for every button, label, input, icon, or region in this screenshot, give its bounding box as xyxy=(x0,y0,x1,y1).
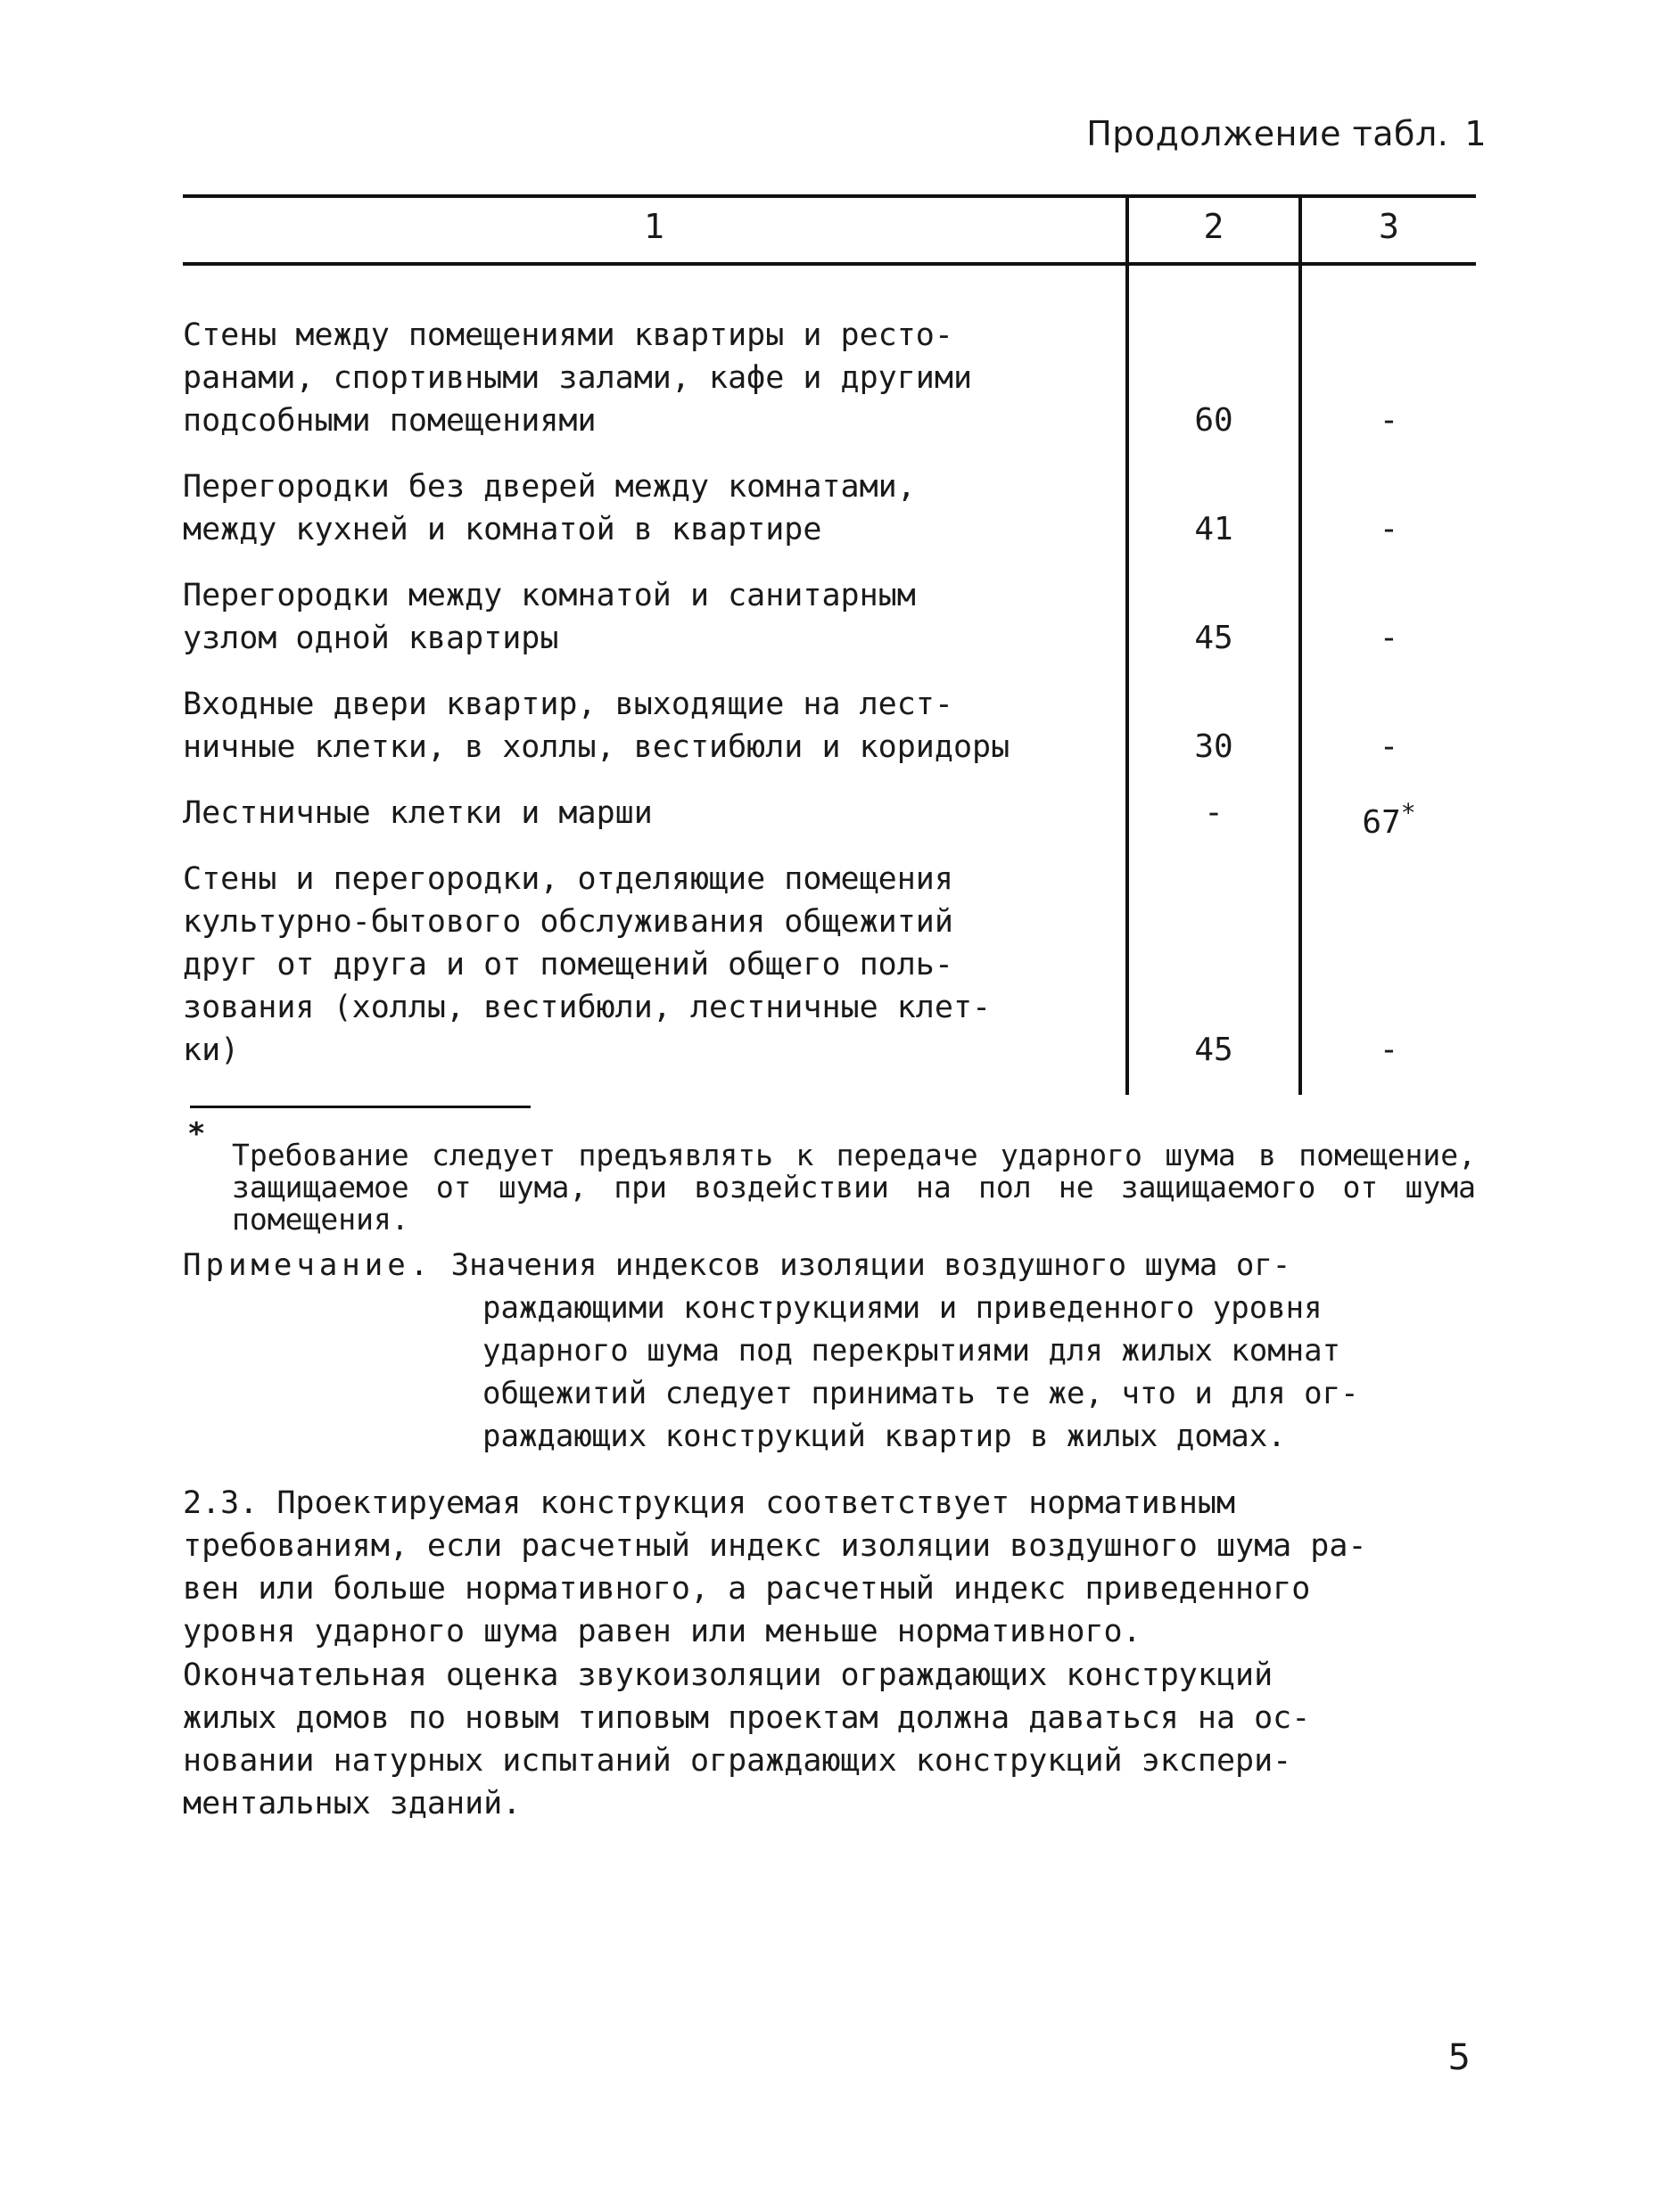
row-value-col-3: - xyxy=(1379,620,1399,656)
page-number: 5 xyxy=(1447,2037,1471,2078)
row-description: Лестничные клетки и марши xyxy=(183,795,653,831)
note-first-line: Значения индексов изоляции воздушного шума ог- xyxy=(450,1247,1291,1283)
row-description: Входные двери квартир, выходящие на лест- ничные клетки, в холлы, вестибюли и коридоры xyxy=(183,687,1010,765)
table-caption xyxy=(1086,114,1487,153)
footnote-text: Требование следует предъявлять к передаче ударного шума в помещение, защищаемое от шума, при воздействии на пол не защищаемого от шума помещения. xyxy=(232,1138,1476,1237)
row-value-col-3-number: 67 xyxy=(1362,804,1401,841)
row-description: Перегородки между комнатой и санитарным узлом одной квартиры xyxy=(183,578,916,656)
footnote-mark: * xyxy=(187,1116,206,1152)
note-label: Примечание. xyxy=(183,1247,433,1283)
row-value-col-2: - xyxy=(1204,794,1224,831)
row-description: Перегородки без дверей между комнатами, между кухней и комнатой в квартире xyxy=(183,469,916,547)
row-value-col-2: 60 xyxy=(1194,402,1233,439)
row-value-col-2: 45 xyxy=(1194,1032,1233,1068)
row-value-col-3: - xyxy=(1379,402,1399,439)
footnote-separator xyxy=(190,1106,531,1108)
table-header-rule xyxy=(183,262,1476,266)
footnote-reference-mark: * xyxy=(1400,798,1416,827)
paragraph-final-assessment: Окончательная оценка звукоизоляции ограждающих конструкций жилых домов по новым типовым проектам должна даваться на ос- новании натурных испытаний ограждающих конструкций экспери- ментальных зданий. xyxy=(183,1657,1311,1821)
table-header-col-1: 1 xyxy=(644,207,664,246)
table-header-col-3: 3 xyxy=(1379,207,1399,246)
table-top-rule xyxy=(183,194,1476,198)
row-description: Стены и перегородки, отделяющие помещения культурно-бытового обслуживания общежитий друг от друга и от помещений общего поль- зования (холлы, вестибюли, лестничные клет- ки) xyxy=(183,861,992,1068)
row-value-col-2: 30 xyxy=(1194,728,1233,765)
row-value-col-3: - xyxy=(1379,728,1399,765)
table-caption-label: Продолжение табл. xyxy=(1086,114,1449,153)
table-header-col-2: 2 xyxy=(1203,207,1224,246)
table-note xyxy=(183,1244,1476,1458)
row-value-col-3: - xyxy=(1379,511,1399,547)
note-body: раждающими конструкциями и приведенного уровня ударного шума под перекрытиями для жилых комнат общежитий следует принимать те же, что и для ог- раждающих конструкций квартир в жилых домах. xyxy=(482,1290,1359,1454)
table-caption-number: 1 xyxy=(1464,114,1487,153)
row-value-col-2: 41 xyxy=(1194,511,1233,547)
row-value-col-3: - xyxy=(1379,1032,1399,1068)
row-value-col-2: 45 xyxy=(1194,620,1233,656)
paragraph-2-3: 2.3. Проектируемая конструкция соответствует нормативным требованиям, если расчетный индекс изоляции воздушного шума ра- вен или больше нормативного, а расчетный индекс приведенного уровня ударного шума равен или меньше нормативного. xyxy=(183,1485,1367,1649)
row-value-col-3 xyxy=(1302,792,1476,844)
row-description: Стены между помещениями квартиры и ресто- ранами, спортивными залами, кафе и другими подсобными помещениями xyxy=(183,317,973,439)
